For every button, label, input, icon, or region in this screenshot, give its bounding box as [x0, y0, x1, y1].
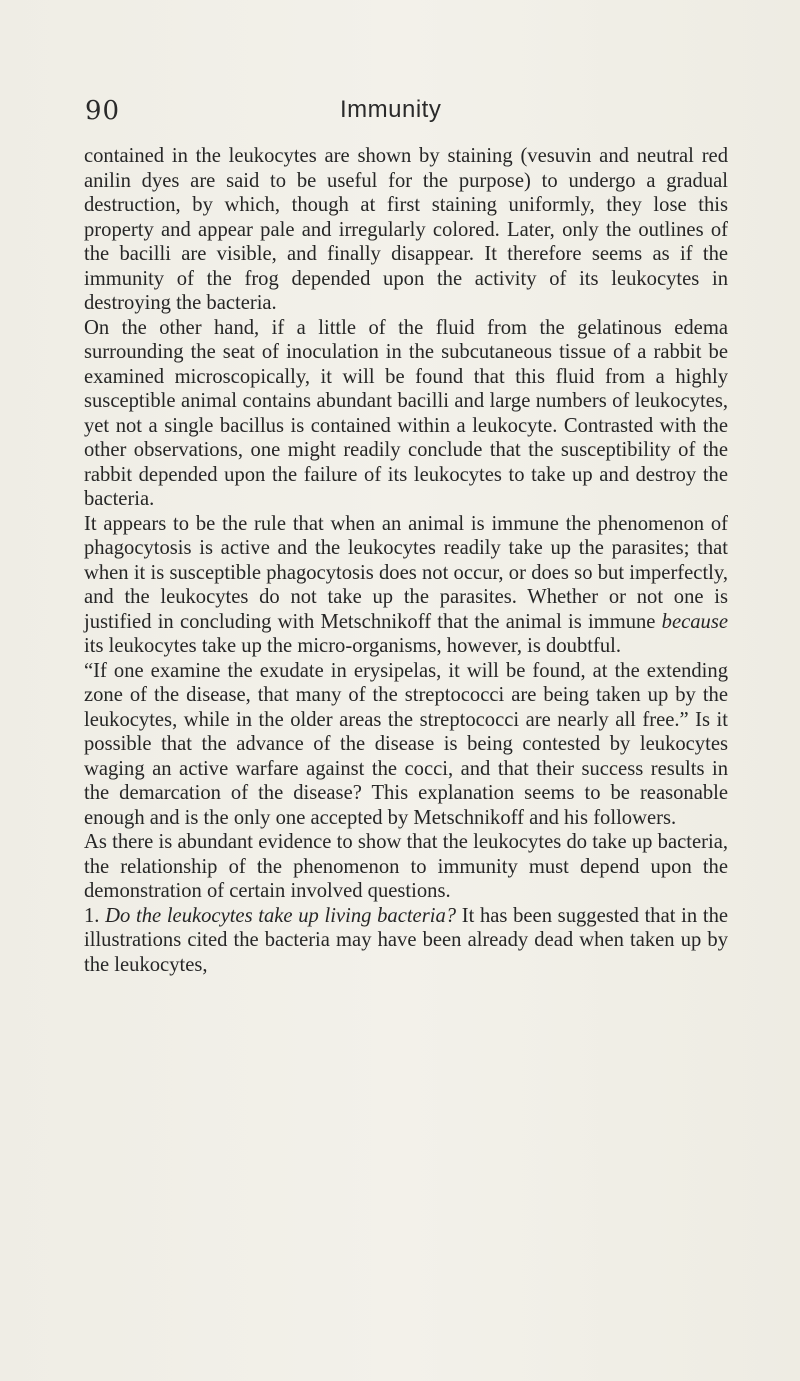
paragraph-6 [84, 904, 728, 978]
paragraph-3 [84, 512, 728, 659]
running-head: Immunity [340, 96, 442, 123]
paragraph-3-text-after: its leukocytes take up the micro-organisms, however, is doubtful. [84, 635, 621, 657]
paragraph-6-text-after: It has been suggested that in the illustrations cited the bacteria may have been already dead when taken up by the leukocytes, [84, 904, 729, 976]
page-number: 90 [85, 96, 121, 126]
paragraph-5: As there is abundant evidence to show that the leukocytes do take up bacteria, the relationship of the phenomenon to immunity must depend upon the demonstration of certain involved questions. [84, 831, 728, 902]
paragraph-4: “If one examine the exudate in erysipelas, it will be found, at the extending zone of the disease, that many of the streptococci are being taken up by the leukocytes, while in the older areas the streptococci are nearly all free.” Is it possible that the advance of the disease is being contested by leukocytes waging an active warfare against the cocci, and that their success results in the demarcation of the disease? This explanation seems to be reasonable enough and is the only one accepted by Metschnikoff and his followers. [84, 659, 728, 829]
page-header [0, 96, 800, 136]
paragraph-6-number: 1. [84, 904, 106, 927]
paragraph-6-italic-question: Do the leukocytes take up living bacteria? [105, 904, 457, 927]
body-text [84, 144, 728, 977]
paragraph-1: contained in the leukocytes are shown by staining (vesuvin and neutral red anilin dyes are said to be useful for the purpose) to undergo a gradual destruction, by which, though at first staining uniformly, they lose this property and appear pale and irregularly colored. Later, only the outlines of the bacilli are visible, and finally disappear. It therefore seems as if the immunity of the frog depended upon the activity of its leukocytes in destroying the bacteria. [84, 145, 728, 314]
paragraph-3-text-before: It appears to be the rule that when an animal is immune the phenomenon of phagocytosis is active and the leukocytes readily take up the parasites; that when it is susceptible phagocytosis does not occur, or does so but imperfectly, and the leukocytes do not take up the parasites. Whether or not one is justified in concluding with Metschnikoff that the animal is immune [84, 512, 728, 633]
paragraph-2: On the other hand, if a little of the fluid from the gelatinous edema surrounding the seat of inoculation in the subcutaneous tissue of a rabbit be examined microscopically, it will be found that this fluid from a highly susceptible animal contains abundant bacilli and large numbers of leukocytes, yet not a single bacillus is contained within a leukocyte. Contrasted with the other observations, one might readily conclude that the susceptibility of the rabbit depended upon the failure of its leukocytes to take up and destroy the bacteria. [84, 316, 728, 510]
paragraph-3-italic: because [661, 610, 728, 633]
